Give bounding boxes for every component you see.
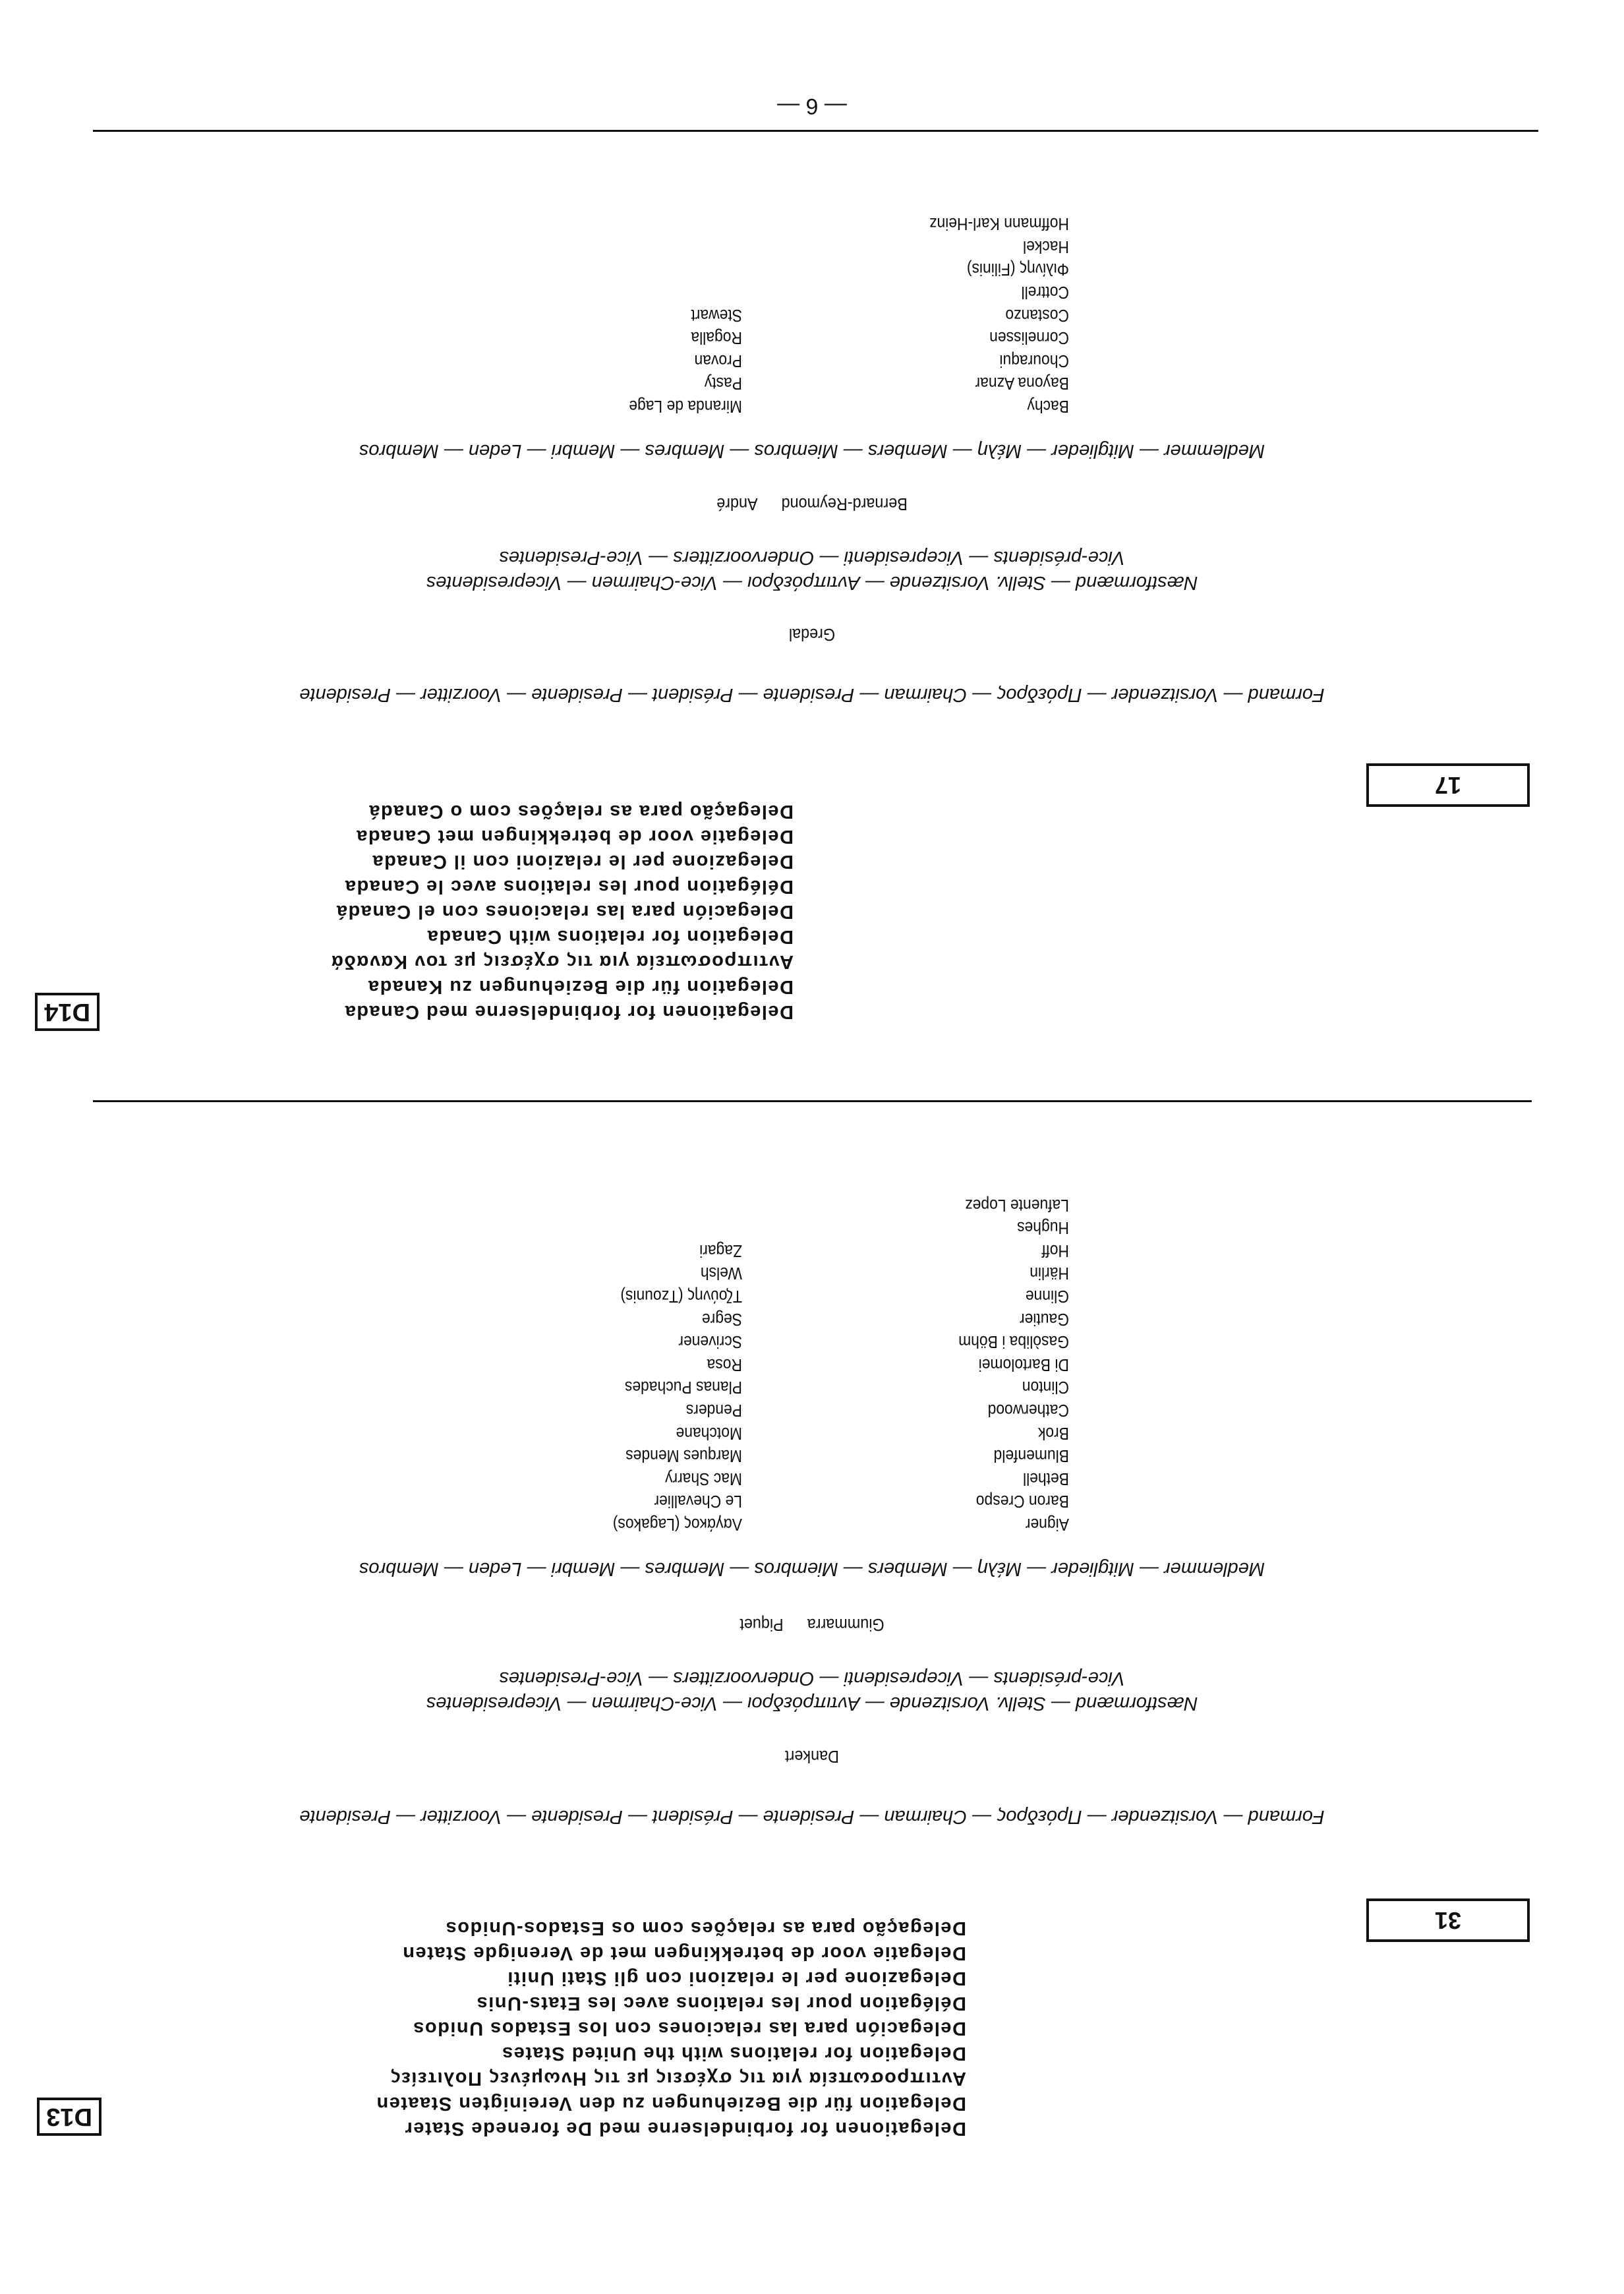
- member-name: Welsh: [700, 1264, 742, 1284]
- section-title-line: Delegation für die Beziehungen zu den Vereinigten Staaten: [375, 2093, 966, 2114]
- member-name: Hoff: [1041, 1241, 1069, 1261]
- section-title-line: Delegation for relations with the United States: [501, 2043, 966, 2064]
- vice-chair-label: Næstformænd — Stellv. Vorsitzende — Αντιπρόεδροι — Vice-Chairmen — Vicepresidentes: [426, 1693, 1198, 1714]
- member-name: Τζούνης (Tzounis): [620, 1287, 742, 1307]
- member-name: Hughes: [1017, 1218, 1069, 1239]
- section-title-line: Delegatie voor de betrekkingen met de Verenigde Staten: [401, 1943, 966, 1964]
- member-name: Glinne: [1025, 1287, 1069, 1307]
- member-name: Aigner: [1025, 1515, 1069, 1535]
- section-title-line: Delegación para las relaciones con los Estados Unidos: [412, 2018, 966, 2039]
- vice-chair-name: André: [716, 494, 758, 514]
- section-title-line: Αντιπροσωπεία για τις σχέσεις με τις Ηνωμένες Πολιτείες: [390, 2068, 966, 2089]
- members-label: Medlemmer — Mitglieder — Μέλη — Members — Miembros — Membres — Membri — Leden — Membros: [359, 1558, 1265, 1579]
- member-name: Mac Sharry: [665, 1469, 742, 1489]
- section-title-line: Délégation pour les relations avec le Canada: [344, 876, 794, 897]
- section-title-line: Delegação para as relações com os Estados-Unidos: [445, 1918, 966, 1939]
- vice-chair-name: Piquet: [740, 1615, 784, 1635]
- member-name: Rogalla: [691, 328, 742, 349]
- member-name: Miranda de Lage: [629, 397, 742, 417]
- member-name: Hoffmann Karl-Heinz: [929, 214, 1069, 235]
- section-title-line: Delegation für die Beziehungen zu Kanada: [367, 976, 794, 997]
- member-name: Gasòliba i Böhm: [958, 1332, 1069, 1353]
- section-title-line: Delegationen for forbindelserne med De forenede Stater: [404, 2118, 966, 2139]
- member-name: Marques Mendes: [625, 1446, 742, 1467]
- chair-name: Gredal: [788, 625, 836, 645]
- section-titles-d14: [331, 799, 794, 1024]
- member-name: Hackel: [1023, 237, 1069, 257]
- member-name: Le Chevallier: [654, 1492, 742, 1512]
- member-name: Catherwood: [987, 1401, 1069, 1421]
- member-name: Bachy: [1027, 397, 1069, 417]
- section-title-line: Αντιπροσωπεία για τις σχέσεις με τον Καναδά: [330, 951, 794, 972]
- member-name: Λαγάκος (Lagakos): [612, 1515, 742, 1535]
- member-name: Zagari: [699, 1241, 742, 1261]
- section-title-line: Delegation for relations with Canada: [426, 926, 794, 947]
- member-name: Segre: [701, 1309, 742, 1330]
- section-titles-d13: [376, 1916, 966, 2141]
- vice-chair-name: Giummarra: [807, 1615, 884, 1635]
- member-name: Penders: [685, 1401, 742, 1421]
- member-name: Provan: [694, 351, 742, 371]
- member-name: Lafuente Lopez: [965, 1195, 1069, 1216]
- members-column-2: [614, 304, 742, 418]
- chair-label: Formand — Vorsitzender — Πρόεδρος — Chairman — Presidente — Président — Presidente — Voorzitter — Presidente: [299, 684, 1325, 705]
- member-name: Stewart: [691, 305, 742, 326]
- members-column-2: [595, 1239, 742, 1536]
- member-name: Scrivener: [678, 1332, 742, 1353]
- section-title-line: Delegatie voor de betrekkingen met Canada: [355, 826, 794, 847]
- member-name: Gautier: [1019, 1309, 1069, 1330]
- member-name: Brok: [1037, 1423, 1069, 1444]
- member-name: Φιλίνης (Filinis): [966, 260, 1069, 280]
- member-name: Blumenfeld: [993, 1446, 1069, 1467]
- members-label: Medlemmer — Mitglieder — Μέλη — Members — Miembros — Membres — Membri — Leden — Membros: [359, 440, 1265, 461]
- section-title-line: Delegationen for forbindelserne med Canada: [344, 1001, 794, 1022]
- member-name: Cottrell: [1021, 283, 1069, 303]
- member-name: Baron Crespo: [975, 1492, 1069, 1512]
- section-code-d14: D14: [35, 993, 100, 1031]
- section-title-line: Delegazione per le relazioni con gli Stati Uniti: [506, 1968, 966, 1989]
- member-name: Cornelissen: [989, 328, 1069, 349]
- divider-bottom: [93, 130, 1538, 132]
- member-name: Planas Puchades: [624, 1378, 742, 1398]
- vice-chair-names: [81, 1614, 1543, 1635]
- member-name: Costanzo: [1005, 305, 1069, 326]
- member-name: Clinton: [1022, 1378, 1069, 1398]
- vice-chair-label-2: Vice-présidents — Vicepresidenti — Ondervoorzitters — Vice-Presidentes: [499, 1668, 1125, 1689]
- chair-name: Dankert: [785, 1747, 839, 1767]
- chair-label: Formand — Vorsitzender — Πρόεδρος — Chairman — Presidente — Président — Presidente — Voorzitter — Presidente: [299, 1806, 1325, 1827]
- member-name: Motchane: [676, 1423, 742, 1444]
- member-name: Härlin: [1030, 1264, 1069, 1284]
- member-name: Di Bartolomei: [978, 1355, 1069, 1375]
- members-column-1: [943, 1194, 1069, 1536]
- member-name: Rosa: [707, 1355, 742, 1375]
- seat-count-box-d13: 31: [1366, 1898, 1530, 1942]
- members-column-1: [910, 213, 1069, 418]
- section-title-line: Delegação para as relações com o Canadá: [368, 801, 794, 822]
- member-name: Bayona Aznar: [975, 374, 1069, 394]
- vice-chair-label: Næstformænd — Stellv. Vorsitzende — Αντιπρόεδροι — Vice-Chairmen — Vicepresidentes: [426, 572, 1198, 593]
- seat-count-box-d14: 17: [1366, 763, 1530, 807]
- vice-chair-names: [81, 494, 1543, 514]
- section-title-line: Delegazione per le relazioni con il Canada: [372, 851, 794, 872]
- member-name: Pasty: [704, 374, 742, 394]
- member-name: Chouraqui: [999, 351, 1069, 371]
- section-code-d13: D13: [37, 2098, 102, 2136]
- vice-chair-label-2: Vice-présidents — Vicepresidenti — Ondervoorzitters — Vice-Presidentes: [499, 547, 1125, 568]
- member-name: Bethell: [1023, 1469, 1069, 1489]
- section-title-line: Delegación para las relaciones con el Canadá: [335, 901, 794, 922]
- section-title-line: Délégation pour les relations avec les Etats-Unis: [476, 1993, 966, 2014]
- divider-middle: [93, 1100, 1532, 1102]
- page-number: — 6 —: [777, 94, 847, 119]
- vice-chair-name: Bernard-Reymond: [781, 494, 908, 514]
